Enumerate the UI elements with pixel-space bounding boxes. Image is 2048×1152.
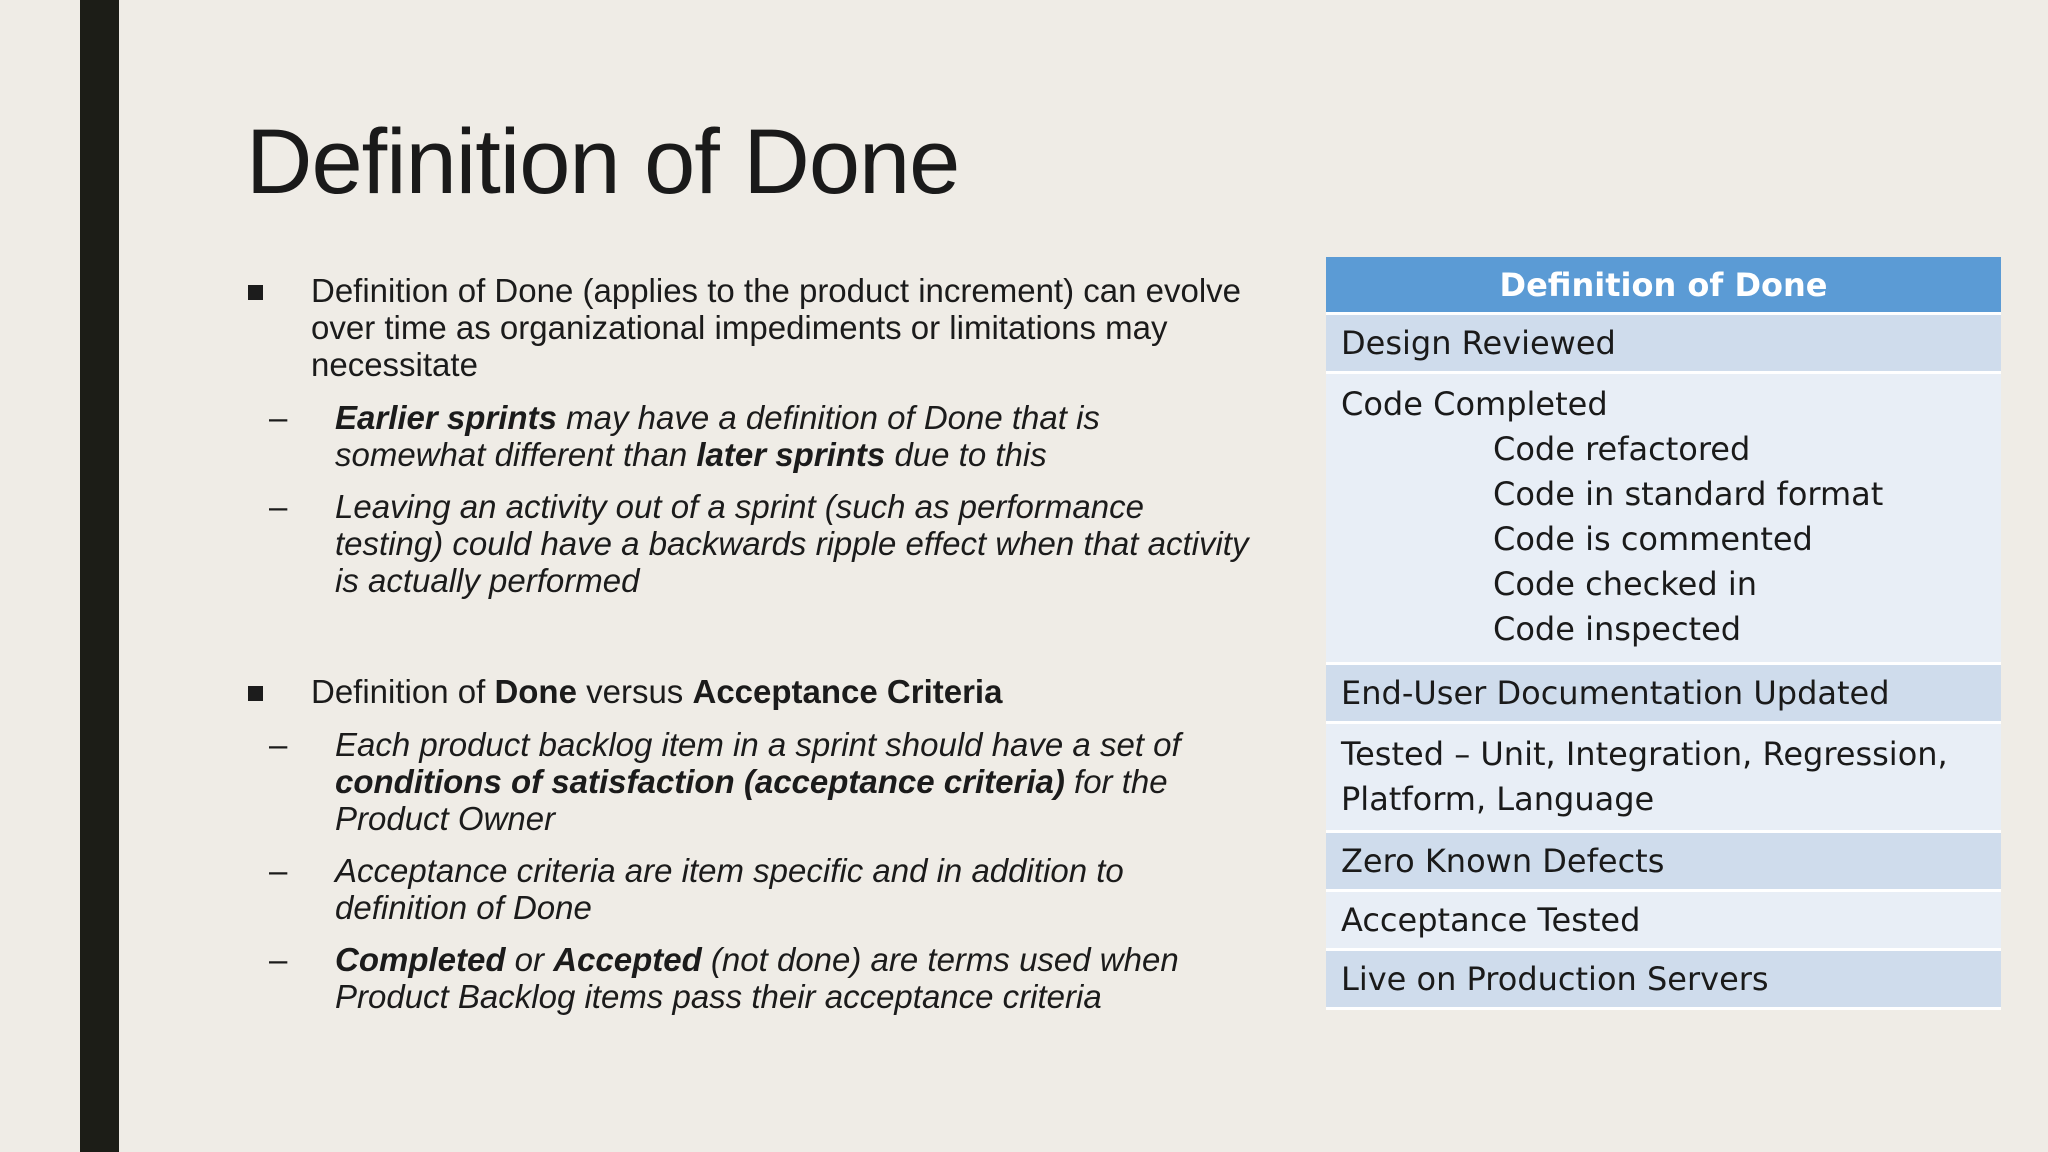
sub-bullet-item	[181, 488, 1256, 599]
table-row	[1326, 723, 2001, 832]
sub-text: due to this	[885, 436, 1047, 473]
sub-bullet-item	[181, 399, 1256, 473]
code-subitem: Code checked in	[1493, 565, 1757, 603]
table-cell: Design Reviewed	[1326, 314, 2001, 373]
bullet-item	[246, 272, 1256, 383]
bullet-text: Definition of	[311, 673, 495, 710]
table-header: Definition of Done	[1326, 257, 2001, 314]
sub-text: for the Product Owner	[335, 763, 1168, 837]
dash-bullet-icon: –	[269, 852, 288, 889]
table-row	[1326, 832, 2001, 891]
left-accent-bar	[80, 0, 119, 1152]
bold-phrase: later sprints	[696, 436, 886, 473]
code-subitem: Code inspected	[1493, 610, 1742, 648]
bullet-text: versus	[576, 673, 693, 710]
sub-text: Each product backlog item in a sprint should have a set of	[335, 726, 1181, 763]
bullet-lead-bold: Definition of Done	[311, 272, 574, 309]
bold-phrase: Acceptance Criteria	[692, 673, 1003, 710]
sub-bullet-item	[181, 726, 1256, 837]
code-subitem: Code refactored	[1493, 430, 1751, 468]
table-row	[1326, 373, 2001, 664]
bullet-text: (applies to the product increment) can evolve over time as organizational impediments or limitations may necessitate	[311, 272, 1242, 383]
sub-text: may have a definition of Done that is somewhat different than	[335, 399, 1100, 473]
sub-bullet-item	[181, 852, 1256, 926]
table-cell: End-User Documentation Updated	[1326, 664, 2001, 723]
definition-of-done-table	[1326, 257, 2001, 1010]
square-bullet-icon	[248, 686, 263, 701]
table-cell: Zero Known Defects	[1326, 832, 2001, 891]
code-subitem: Code in standard format	[1493, 475, 1884, 513]
sub-text: or	[505, 941, 554, 978]
dash-bullet-icon: –	[269, 488, 288, 525]
bold-phrase: Accepted	[553, 941, 702, 978]
table-cell: Tested – Unit, Integration, Regression, Platform, Language	[1326, 723, 2001, 832]
bold-phrase: Completed	[335, 941, 506, 978]
sub-text: Leaving an activity out of a sprint (such as performance testing) could have a backwards ripple effect when that activity is actually performed	[335, 488, 1249, 599]
square-bullet-icon	[248, 285, 263, 300]
dash-bullet-icon: –	[269, 941, 288, 978]
bold-phrase: Earlier sprints	[335, 399, 557, 436]
dash-bullet-icon: –	[269, 399, 288, 436]
sub-text: Acceptance criteria are item specific and in addition to definition of Done	[335, 852, 1124, 926]
table-cell: Acceptance Tested	[1326, 891, 2001, 950]
bold-phrase: conditions of satisfaction (acceptance criteria)	[335, 763, 1065, 800]
sub-text: (not done) are terms used when Product Backlog items pass their acceptance criteria	[335, 941, 1179, 1015]
slide-title: Definition of Done	[246, 111, 960, 213]
table-row	[1326, 664, 2001, 723]
bullet-item	[246, 673, 1256, 710]
slide-body	[246, 272, 1256, 1015]
table-row	[1326, 950, 2001, 1009]
table-cell	[1326, 373, 2001, 664]
table-row	[1326, 314, 2001, 373]
table-row	[1326, 891, 2001, 950]
bold-phrase: Done	[494, 673, 577, 710]
code-completed-label: Code Completed	[1341, 385, 1608, 423]
sub-bullet-item	[181, 941, 1256, 1015]
code-subitem: Code is commented	[1493, 520, 1813, 558]
table-cell: Live on Production Servers	[1326, 950, 2001, 1009]
dash-bullet-icon: –	[269, 726, 288, 763]
